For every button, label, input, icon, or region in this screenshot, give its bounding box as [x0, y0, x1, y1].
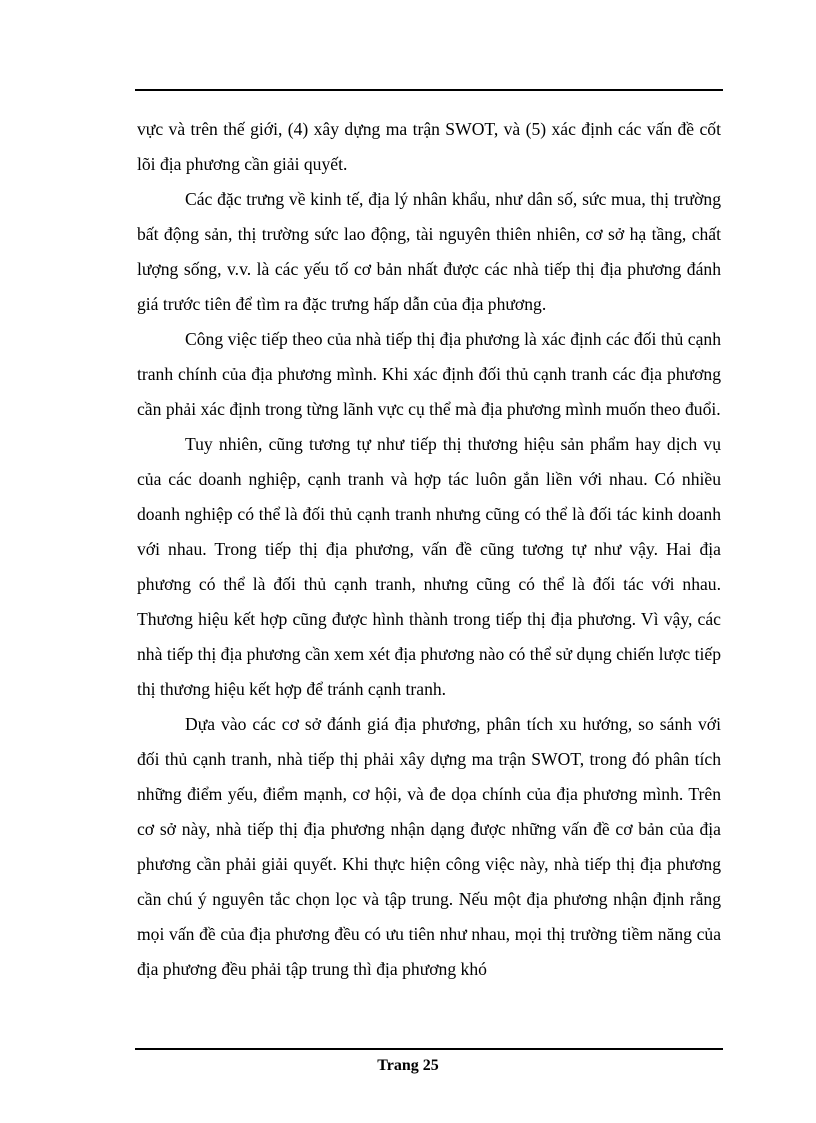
paragraph-economic-features: Các đặc trưng về kinh tế, địa lý nhân khẩu, như dân số, sức mua, thị trường bất động sản, thị trường sức lao động, tài nguyên thiên nhiên, cơ sở hạ tầng, chất lượng sống, v.v. là các yếu tố cơ bản nhất được các nhà tiếp thị địa phương đánh giá trước tiên để tìm ra đặc trưng hấp dẫn của địa phương. [137, 189, 721, 314]
paragraph-continuation: vực và trên thế giới, (4) xây dựng ma trận SWOT, và (5) xác định các vấn đề cốt lõi địa phương cần giải quyết. [137, 119, 721, 174]
page-body [137, 112, 721, 987]
footer-rule [135, 1048, 723, 1050]
paragraph-swot: Dựa vào các cơ sở đánh giá địa phương, phân tích xu hướng, so sánh với đối thủ cạnh tranh, nhà tiếp thị phải xây dựng ma trận SWOT, trong đó phân tích những điểm yếu, điểm mạnh, cơ hội, và đe dọa chính của địa phương mình. Trên cơ sở này, nhà tiếp thị địa phương nhận dạng được những vấn đề cơ bản của địa phương cần phải giải quyết. Khi thực hiện công việc này, nhà tiếp thị địa phương cần chú ý nguyên tắc chọn lọc và tập trung. Nếu một địa phương nhận định rằng mọi vấn đề của địa phương đều có ưu tiên như nhau, mọi thị trường tiềm năng của địa phương đều phải tập trung thì địa phương khó [137, 714, 721, 979]
paragraph-competitors: Công việc tiếp theo của nhà tiếp thị địa phương là xác định các đối thủ cạnh tranh chính của địa phương mình. Khi xác định đối thủ cạnh tranh các địa phương cần phải xác định trong từng lãnh vực cụ thể mà địa phương mình muốn theo đuổi. [137, 329, 721, 419]
page-number: Trang 25 [377, 1057, 439, 1074]
paragraph-cooperation: Tuy nhiên, cũng tương tự như tiếp thị thương hiệu sản phẩm hay dịch vụ của các doanh nghiệp, cạnh tranh và hợp tác luôn gắn liền với nhau. Có nhiều doanh nghiệp có thể là đối thủ cạnh tranh nhưng cũng có thể là đối tác kinh doanh với nhau. Trong tiếp thị địa phương, vấn đề cũng tương tự như vậy. Hai địa phương có thể là đối thủ cạnh tranh, nhưng cũng có thể là đối tác với nhau. Thương hiệu kết hợp cũng được hình thành trong tiếp thị địa phương. Vì vậy, các nhà tiếp thị địa phương cần xem xét địa phương nào có thể sử dụng chiến lược tiếp thị thương hiệu kết hợp để tránh cạnh tranh. [137, 434, 721, 699]
header-rule [135, 89, 723, 91]
